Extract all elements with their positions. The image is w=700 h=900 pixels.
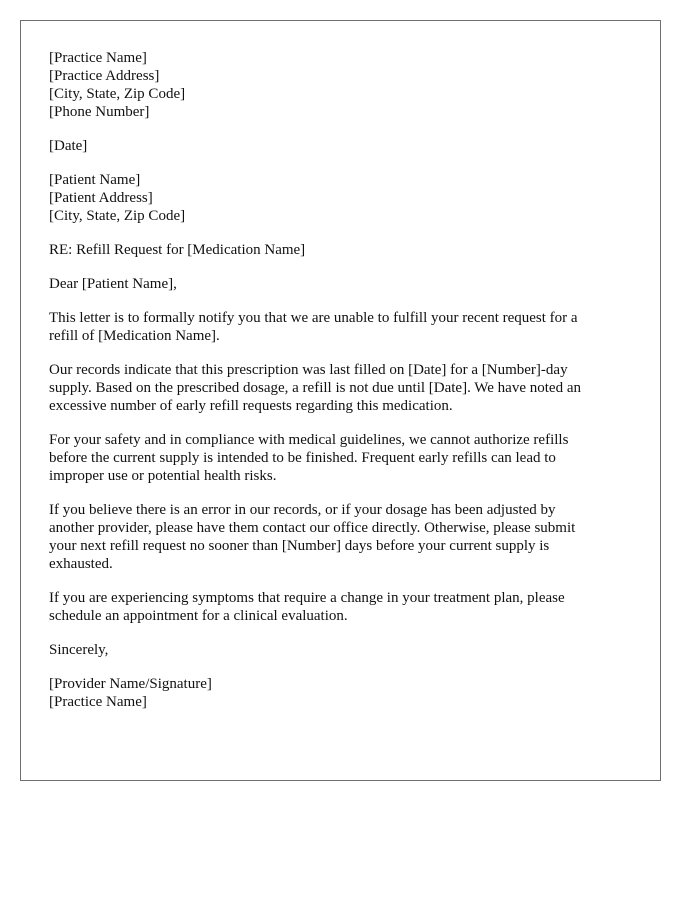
recipient-block: [49, 171, 629, 225]
letter-date: [Date]: [49, 138, 88, 154]
signature-practice-name: [Practice Name]: [49, 694, 147, 710]
paragraph-line: exhausted.: [49, 556, 113, 572]
sender-practice-name: [Practice Name]: [49, 50, 147, 66]
recipient-city-state-zip: [City, State, Zip Code]: [49, 208, 186, 224]
subject-line: RE: Refill Request for [Medication Name]: [49, 242, 306, 258]
date-block: [49, 137, 629, 155]
paragraph-line: If you are experiencing symptoms that require a change in your treatment plan, please: [49, 590, 565, 606]
recipient-address: [Patient Address]: [49, 190, 153, 206]
body-paragraph-4: [49, 501, 629, 573]
paragraph-line: If you believe there is an error in our records, or if your dosage has been adjusted by: [49, 502, 556, 518]
paragraph-line: improper use or potential health risks.: [49, 468, 277, 484]
salutation: Dear [Patient Name],: [49, 276, 177, 292]
sender-practice-address: [Practice Address]: [49, 68, 160, 84]
closing-block: [49, 641, 629, 659]
signature-block: [49, 675, 629, 711]
paragraph-line: Our records indicate that this prescription was last filled on [Date] for a [Number]-day: [49, 362, 568, 378]
paragraph-line: supply. Based on the prescribed dosage, a refill is not due until [Date]. We have noted an: [49, 380, 581, 396]
sender-block: [49, 49, 629, 121]
paragraph-line: before the current supply is intended to be finished. Frequent early refills can lead to: [49, 450, 556, 466]
sender-city-state-zip: [City, State, Zip Code]: [49, 86, 186, 102]
paragraph-line: For your safety and in compliance with medical guidelines, we cannot authorize refills: [49, 432, 569, 448]
sender-phone: [Phone Number]: [49, 104, 150, 120]
paragraph-line: This letter is to formally notify you that we are unable to fulfill your recent request for a: [49, 310, 578, 326]
signature-provider: [Provider Name/Signature]: [49, 676, 212, 692]
closing: Sincerely,: [49, 642, 109, 658]
recipient-name: [Patient Name]: [49, 172, 141, 188]
body-paragraph-2: [49, 361, 629, 415]
paragraph-line: schedule an appointment for a clinical evaluation.: [49, 608, 348, 624]
paragraph-line: another provider, please have them contact our office directly. Otherwise, please submit: [49, 520, 576, 536]
paragraph-line: refill of [Medication Name].: [49, 328, 220, 344]
salutation-block: [49, 275, 629, 293]
paragraph-line: excessive number of early refill requests regarding this medication.: [49, 398, 453, 414]
letter-page: [20, 20, 661, 781]
body-paragraph-3: [49, 431, 629, 485]
body-paragraph-1: [49, 309, 629, 345]
paragraph-line: your next refill request no sooner than [Number] days before your current supply is: [49, 538, 550, 554]
body-paragraph-5: [49, 589, 629, 625]
subject-block: [49, 241, 629, 259]
letter-content: [49, 49, 629, 727]
